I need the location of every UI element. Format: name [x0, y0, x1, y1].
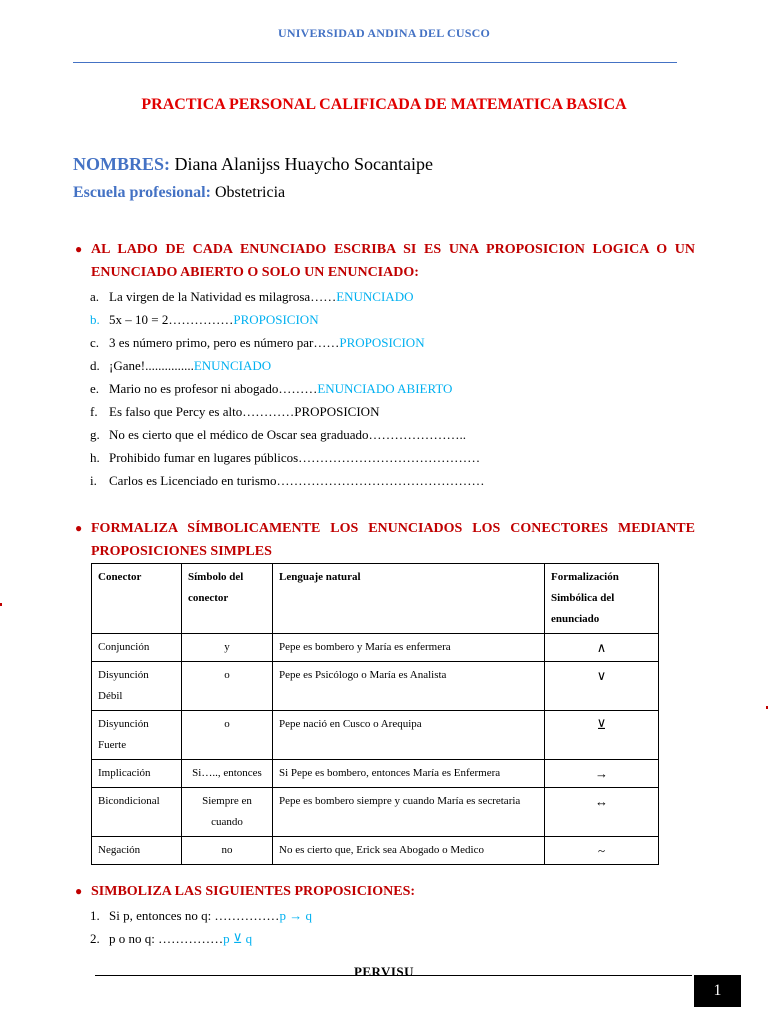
margin-mark	[0, 603, 2, 606]
bullet-icon: ●	[75, 521, 83, 535]
section-1-heading: ● AL LADO DE CADA ENUNCIADO ESCRIBA SI ES UNA PROPOSICION LOGICA O UN ENUNCIADO ABIERTO O SOLO UN ENUNCIADO:	[75, 238, 695, 284]
school-value: Obstetricia	[214, 184, 286, 201]
list-item: i. Carlos es Licenciado en turismo…………………………………………	[90, 473, 485, 488]
bullet-icon: ●	[75, 242, 83, 256]
table-row: Implicación Si….., entonces Si Pepe es bombero, entonces María es Enfermera →	[92, 760, 659, 788]
school-label: Escuela profesional:	[73, 184, 211, 201]
page-number: 1	[694, 975, 741, 1007]
list-item: g. No es cierto que el médico de Oscar sea graduado…………………..	[90, 427, 467, 442]
footer-text: PERVISU	[353, 964, 415, 979]
student-names	[73, 154, 433, 175]
list-item: h. Prohibido fumar en lugares públicos……………………………………	[90, 450, 481, 465]
names-value: Diana Alanijss Huaycho Socantaipe	[174, 154, 433, 174]
connectors-table	[91, 563, 659, 865]
header-divider	[73, 62, 677, 63]
header-cell: Lenguaje natural	[273, 564, 545, 634]
names-label: NOMBRES:	[73, 154, 171, 174]
table-row: Disyunción Débil o Pepe es Psicólogo o María es Analista ∨	[92, 662, 659, 711]
list-item: 2. p o no q: ……………p ⊻ q	[90, 931, 253, 946]
bullet-icon: ●	[75, 884, 83, 898]
university-header: UNIVERSIDAD ANDINA DEL CUSCO	[278, 26, 490, 40]
header-cell: Formalización Simbólica del enunciado	[545, 564, 659, 634]
student-school	[73, 184, 285, 202]
section-3-heading: ● SIMBOLIZA LAS SIGUIENTES PROPOSICIONES:	[75, 880, 695, 903]
document-title: PRACTICA PERSONAL CALIFICADA DE MATEMATICA BASICA	[141, 96, 627, 113]
table-row: Conjunción y Pepe es bombero y María es enfermera ∧	[92, 634, 659, 662]
table-row: Disyunción Fuerte o Pepe nació en Cusco o Arequipa ⊻	[92, 711, 659, 760]
header-cell: Símbolo del conector	[182, 564, 273, 634]
table-header-row	[92, 564, 659, 634]
list-item: e. Mario no es profesor ni abogado………ENUNCIADO ABIERTO	[90, 381, 453, 396]
list-item: c. 3 es número primo, pero es número par……PROPOSICION	[90, 335, 425, 350]
footer-divider	[95, 975, 692, 976]
list-item: f. Es falso que Percy es alto…………PROPOSICION	[90, 404, 380, 419]
list-item: 1. Si p, entonces no q: ……………p → q	[90, 908, 312, 923]
list-item: a. La virgen de la Natividad es milagrosa……ENUNCIADO	[90, 289, 414, 304]
header-cell: Conector	[92, 564, 182, 634]
table-row: Negación no No es cierto que, Erick sea Abogado o Medico ~	[92, 837, 659, 865]
list-item: b. 5x – 10 = 2……………PROPOSICION	[90, 312, 319, 327]
section-2-heading: ● FORMALIZA SÍMBOLICAMENTE LOS ENUNCIADOS LOS CONECTORES MEDIANTE PROPOSICIONES SIMPLES	[75, 517, 695, 563]
table-row: Bicondicional Siempre en cuando Pepe es bombero siempre y cuando María es secretaria ↔	[92, 788, 659, 837]
list-item: d. ¡Gane!...............ENUNCIADO	[90, 358, 272, 373]
